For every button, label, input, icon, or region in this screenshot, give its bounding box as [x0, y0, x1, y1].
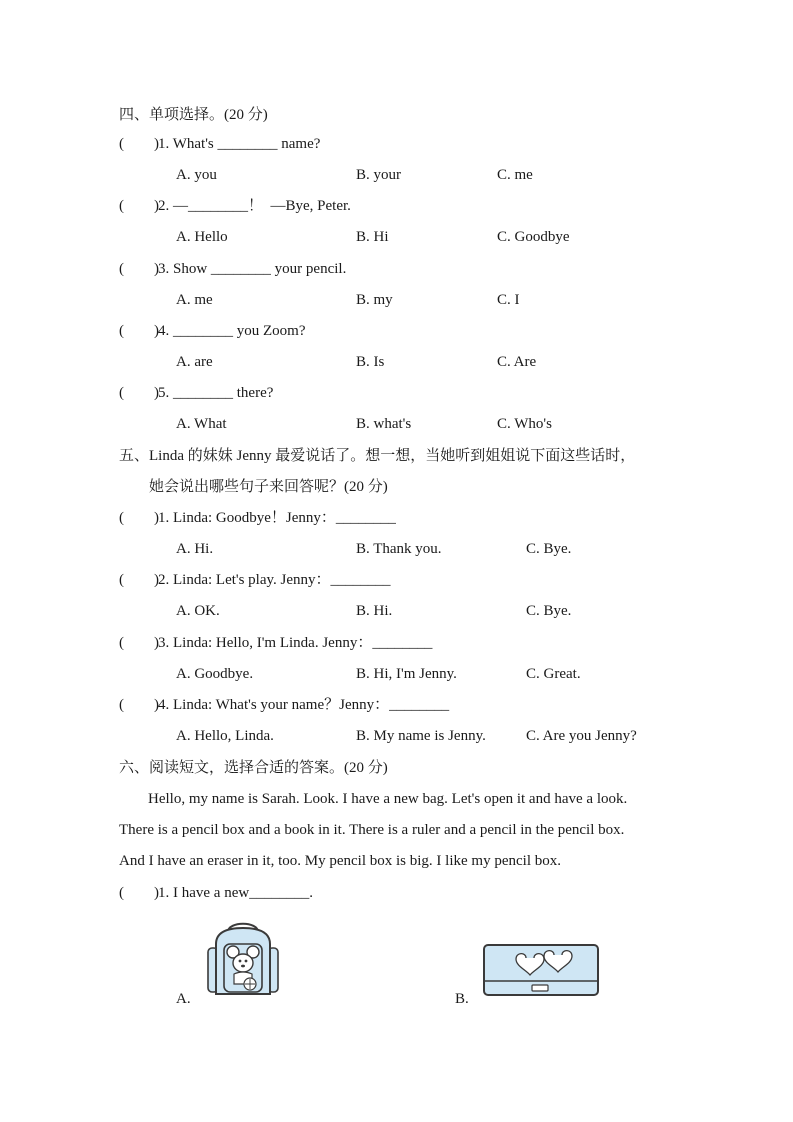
option-b[interactable]: B. Hi: [356, 229, 389, 245]
question-text: 2. Linda: Let's play. Jenny：________: [158, 572, 391, 588]
answer-blank[interactable]: ( ): [119, 635, 159, 651]
section-5-title-line-1: 五、Linda 的妹妹 Jenny 最爱说话了。想一想，当她听到姐姐说下面这些话时，: [119, 448, 636, 464]
passage-line-3: And I have an eraser in it, too. My pencil box is big. I like my pencil box.: [119, 853, 561, 869]
answer-blank[interactable]: ( ): [119, 323, 159, 339]
option-c[interactable]: C. Goodbye: [497, 229, 570, 245]
option-c[interactable]: C. Are you Jenny?: [526, 728, 637, 744]
question-text: 3. Show ________ your pencil.: [158, 261, 347, 277]
passage-line-1: Hello, my name is Sarah. Look. I have a new bag. Let's open it and have a look.: [148, 791, 628, 807]
answer-blank[interactable]: ( ): [119, 697, 159, 713]
answer-blank[interactable]: ( ): [119, 198, 159, 214]
option-a-label[interactable]: A.: [176, 991, 191, 1007]
option-c[interactable]: C. Are: [497, 354, 537, 370]
option-a[interactable]: A. are: [176, 354, 213, 370]
answer-blank[interactable]: ( ): [119, 885, 159, 901]
answer-blank[interactable]: ( ): [119, 572, 159, 588]
option-c[interactable]: C. Bye.: [526, 541, 572, 557]
option-a[interactable]: A. me: [176, 292, 213, 308]
option-b[interactable]: B. what's: [356, 416, 412, 432]
option-a[interactable]: A. What: [176, 416, 227, 432]
answer-blank[interactable]: ( ): [119, 510, 159, 526]
option-c[interactable]: C. Bye.: [526, 603, 572, 619]
section-5-title-line-2: 她会说出哪些句子来回答呢？(20 分): [149, 479, 388, 495]
schoolbag-with-mouse-icon[interactable]: [206, 918, 280, 998]
question-text: 4. Linda: What's your name？Jenny：________: [158, 697, 450, 713]
option-a[interactable]: A. Hello, Linda.: [176, 728, 274, 744]
option-b[interactable]: B. your: [356, 167, 401, 183]
passage-line-2: There is a pencil box and a book in it. There is a ruler and a pencil in the pencil box.: [119, 822, 625, 838]
option-c[interactable]: C. Great.: [526, 666, 581, 682]
question-text: 2. —________！ —Bye, Peter.: [158, 198, 351, 214]
option-a[interactable]: A. Hello: [176, 229, 228, 245]
pencil-box-with-hearts-icon[interactable]: [482, 943, 600, 997]
option-c[interactable]: C. me: [497, 167, 533, 183]
option-b[interactable]: B. Thank you.: [356, 541, 442, 557]
option-b[interactable]: B. My name is Jenny.: [356, 728, 486, 744]
question-text: 1. Linda: Goodbye！Jenny：________: [158, 510, 396, 526]
answer-blank[interactable]: ( ): [119, 385, 159, 401]
question-text: 1. What's ________ name?: [158, 136, 321, 152]
option-a[interactable]: A. you: [176, 167, 217, 183]
option-c[interactable]: C. Who's: [497, 416, 552, 432]
option-b[interactable]: B. my: [356, 292, 393, 308]
question-text: 5. ________ there?: [158, 385, 274, 401]
section-6-title: 六、阅读短文，选择合适的答案。(20 分): [119, 760, 388, 776]
option-b[interactable]: B. Hi, I'm Jenny.: [356, 666, 457, 682]
option-b[interactable]: B. Is: [356, 354, 385, 370]
section-4-title: 四、单项选择。(20 分): [119, 107, 268, 123]
option-a[interactable]: A. OK.: [176, 603, 220, 619]
option-c[interactable]: C. I: [497, 292, 520, 308]
question-text: 1. I have a new________.: [158, 885, 313, 901]
option-a[interactable]: A. Hi.: [176, 541, 214, 557]
answer-blank[interactable]: ( ): [119, 261, 159, 277]
question-text: 3. Linda: Hello, I'm Linda. Jenny：________: [158, 635, 433, 651]
option-b-label[interactable]: B.: [455, 991, 469, 1007]
option-a[interactable]: A. Goodbye.: [176, 666, 254, 682]
question-text: 4. ________ you Zoom?: [158, 323, 306, 339]
option-b[interactable]: B. Hi.: [356, 603, 393, 619]
answer-blank[interactable]: ( ): [119, 136, 159, 152]
